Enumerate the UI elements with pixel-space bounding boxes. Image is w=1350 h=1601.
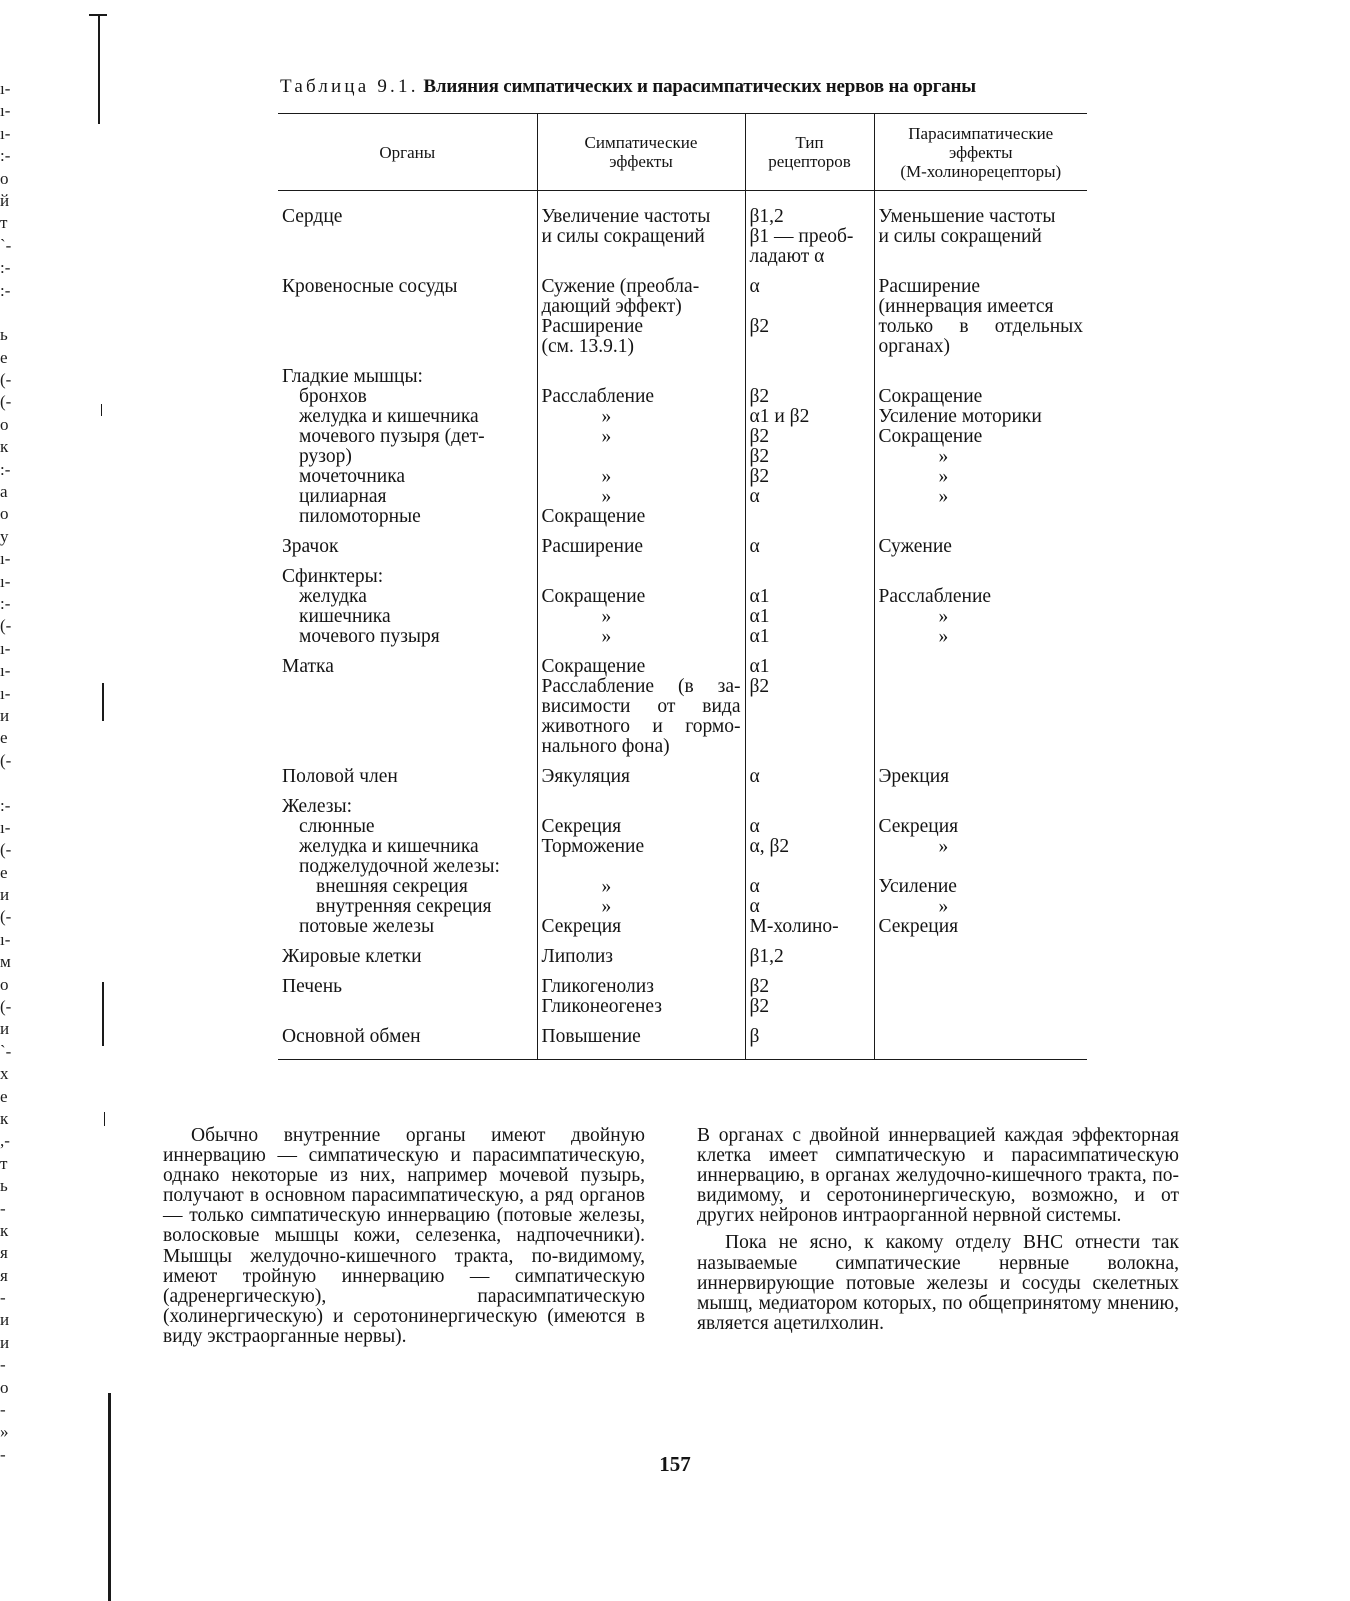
table-cell-gap xyxy=(745,557,874,567)
cell-parasympathetic xyxy=(874,947,1087,967)
cell-line: α xyxy=(749,766,760,787)
table-caption-label: Таблица 9.1. xyxy=(280,76,419,97)
margin-fragment: `- xyxy=(0,1041,12,1061)
cell-line: Печень xyxy=(282,976,343,997)
margin-fragment: (- xyxy=(0,840,12,860)
margin-fragment: :- xyxy=(0,280,11,300)
margin-fragment: » xyxy=(0,1422,9,1442)
cell-line: нального фона) xyxy=(541,736,670,757)
cell-line: Половой член xyxy=(282,766,398,787)
margin-fragment: т xyxy=(0,213,8,233)
table-body xyxy=(278,191,1087,1060)
cell-line: мочевого пузыря xyxy=(299,626,440,647)
cell-line: α xyxy=(749,876,760,897)
margin-fragment: ı- xyxy=(0,101,11,121)
margin-fragment: е xyxy=(0,1086,8,1106)
margin-fragment: :- xyxy=(0,593,11,613)
cell-line: α1 и β2 xyxy=(749,406,810,427)
cell-line: α xyxy=(749,536,760,557)
margin-mark xyxy=(101,404,102,416)
cell-line: α1 xyxy=(749,606,770,627)
body-paragraph: Пока не ясно, к какому отделу ВНС отнести так называемые симпатические нервные волокна, иннервирующие потовые железы и сосуды скелетных мышц, медиатором которых, по общепринятому мнению, является ацетилхолин. xyxy=(697,1232,1179,1334)
cell-organ xyxy=(278,207,537,267)
margin-fragment: (- xyxy=(0,750,12,770)
margin-fragment: - xyxy=(0,1288,6,1308)
cell-parasympathetic xyxy=(874,367,1087,527)
cell-line: Железы: xyxy=(282,796,352,817)
cell-line: » xyxy=(601,426,612,447)
cell-line: Сокращение xyxy=(878,426,983,447)
cell-line: β2 xyxy=(749,316,770,337)
cell-line: » xyxy=(601,896,612,917)
cell-line: Жировые клетки xyxy=(282,946,422,967)
table-row-gap xyxy=(278,647,1087,657)
cell-line: » xyxy=(938,626,949,647)
cell-line: » xyxy=(938,836,949,857)
margin-fragment: ı- xyxy=(0,929,11,949)
cell-line: Расслабление xyxy=(541,386,655,407)
cell-line: » xyxy=(601,606,612,627)
cell-line xyxy=(542,857,741,877)
cell-sympathetic xyxy=(537,207,745,267)
cell-receptor xyxy=(745,537,874,557)
cell-sympathetic xyxy=(537,977,745,1017)
cell-line: Расслабление xyxy=(878,586,992,607)
cell-line: Сокращение xyxy=(541,506,646,527)
margin-fragment: ı- xyxy=(0,661,11,681)
cell-line: β2 xyxy=(749,466,770,487)
cell-line: Секреция xyxy=(878,816,959,837)
margin-fragment: - xyxy=(0,1198,6,1218)
table-row xyxy=(278,657,1087,757)
cell-line: Зрачок xyxy=(282,536,339,557)
cell-receptor xyxy=(745,657,874,757)
cell-line: желудка xyxy=(299,586,367,607)
table-row xyxy=(278,567,1087,647)
margin-fragment: - xyxy=(0,1355,6,1375)
table-cell-gap xyxy=(874,787,1087,797)
cell-line: дающий эффект) xyxy=(541,296,682,317)
cell-line: β1 — преоб- xyxy=(749,226,854,247)
cell-line: Секреция xyxy=(541,916,622,937)
cell-line: (см. 13.9.1) xyxy=(541,336,634,357)
header-line: Парасимпатические xyxy=(908,123,1054,143)
cell-line: β xyxy=(749,1026,760,1047)
cell-line: (иннервация имеется xyxy=(878,296,1054,317)
table-row xyxy=(278,537,1087,557)
margin-fragment: ,- xyxy=(0,1131,10,1151)
margin-fragment: и xyxy=(0,1310,10,1330)
table-cell-gap xyxy=(537,787,745,797)
cell-line: животного и гормо- xyxy=(541,716,741,737)
cell-line: цилиарная xyxy=(299,486,387,507)
cell-receptor xyxy=(745,567,874,647)
cell-parasympathetic xyxy=(874,537,1087,557)
cell-line: Уменьшение частоты xyxy=(878,206,1056,227)
table-cell-gap xyxy=(874,557,1087,567)
cell-line: α1 xyxy=(749,626,770,647)
cell-parasympathetic xyxy=(874,207,1087,267)
cell-sympathetic xyxy=(537,537,745,557)
table-row xyxy=(278,207,1087,267)
margin-fragment: к xyxy=(0,1220,9,1240)
margin-fragment: ı- xyxy=(0,571,11,591)
margin-fragment: - xyxy=(0,1400,6,1420)
cell-line: Секреция xyxy=(541,816,622,837)
margin-fragment: и xyxy=(0,885,10,905)
cell-organ xyxy=(278,767,537,787)
margin-fragment: ı- xyxy=(0,123,11,143)
cell-line: внешняя секреция xyxy=(316,876,468,897)
cell-parasympathetic xyxy=(874,567,1087,647)
margin-fragment: и xyxy=(0,1332,10,1352)
cell-line: β1,2 xyxy=(749,206,784,227)
cell-receptor xyxy=(745,977,874,1017)
table-cell-gap xyxy=(745,267,874,277)
table-row xyxy=(278,947,1087,967)
cell-sympathetic xyxy=(537,797,745,937)
margin-fragment: ı- xyxy=(0,683,11,703)
cell-line: » xyxy=(938,896,949,917)
cell-sympathetic xyxy=(537,947,745,967)
margin-fragment: `- xyxy=(0,235,12,255)
table-cell-gap xyxy=(874,1017,1087,1027)
margin-fragment: и xyxy=(0,705,10,725)
cell-line xyxy=(542,447,741,467)
cell-line: Расширение xyxy=(878,276,981,297)
header-line: эффекты xyxy=(609,152,673,171)
header-line: (М-холинорецепторы) xyxy=(900,161,1062,181)
table-row-gap xyxy=(278,757,1087,767)
cell-organ xyxy=(278,657,537,757)
header-line: Тип xyxy=(795,133,824,152)
cell-line: β2 xyxy=(749,386,770,407)
cell-line: Усиление моторики xyxy=(878,406,1042,427)
cell-line xyxy=(542,567,741,587)
table-row-gap xyxy=(278,967,1087,977)
cell-line: α1 xyxy=(749,656,770,677)
margin-fragment: о xyxy=(0,974,9,994)
cell-line: β2 xyxy=(749,976,770,997)
cell-line: » xyxy=(938,606,949,627)
table-row-gap xyxy=(278,787,1087,797)
margin-fragment: о xyxy=(0,414,9,434)
cell-sympathetic xyxy=(537,657,745,757)
margin-rule xyxy=(102,683,104,721)
cell-line: β2 xyxy=(749,996,770,1017)
cell-line: Липолиз xyxy=(541,946,613,967)
cell-line: β2 xyxy=(749,446,770,467)
cell-line xyxy=(750,857,870,877)
cell-line: » xyxy=(601,626,612,647)
cell-line: и силы сокращений xyxy=(541,226,705,247)
cell-line: » xyxy=(601,486,612,507)
body-text-left-column xyxy=(163,1126,645,1347)
cell-line xyxy=(750,797,870,817)
margin-fragment: у xyxy=(0,526,9,546)
cell-line: α xyxy=(749,276,760,297)
margin-fragment: ь xyxy=(0,1176,8,1196)
margin-fragment: (- xyxy=(0,997,12,1017)
cell-line: Сокращение xyxy=(541,586,646,607)
cell-parasympathetic xyxy=(874,977,1087,1017)
cell-line: мочеточника xyxy=(299,466,406,487)
margin-fragment: (- xyxy=(0,370,12,390)
table-cell-gap xyxy=(537,557,745,567)
cell-parasympathetic xyxy=(874,277,1087,357)
cell-parasympathetic xyxy=(874,797,1087,937)
table-cell-gap xyxy=(745,357,874,367)
table-row-gap xyxy=(278,527,1087,537)
margin-fragment: - xyxy=(0,1444,6,1464)
cell-organ xyxy=(278,567,537,647)
margin-fragment: е xyxy=(0,728,8,748)
table-row-spacer xyxy=(278,191,1087,208)
cell-line: » xyxy=(938,446,949,467)
cell-line: и силы сокращений xyxy=(878,226,1042,247)
cell-line: желудка и кишечника xyxy=(299,836,479,857)
cell-line: Увеличение частоты xyxy=(541,206,711,227)
cell-organ xyxy=(278,1027,537,1060)
cell-line xyxy=(750,367,870,387)
margin-rule-bottom xyxy=(108,1393,111,1601)
cell-line xyxy=(879,567,1084,587)
margin-fragment: о xyxy=(0,1377,9,1397)
cell-line xyxy=(542,797,741,817)
table-cell-gap xyxy=(537,357,745,367)
margin-fragment: ı- xyxy=(0,79,11,98)
cell-line xyxy=(750,297,870,317)
table-cell-gap xyxy=(874,357,1087,367)
margin-fragment: :- xyxy=(0,459,11,479)
cell-line: Кровеносные сосуды xyxy=(282,276,458,297)
cell-line: » xyxy=(601,406,612,427)
cell-line: α xyxy=(749,896,760,917)
cell-sympathetic xyxy=(537,367,745,527)
cell-receptor xyxy=(745,947,874,967)
cell-line xyxy=(879,857,1084,877)
cell-line: β1,2 xyxy=(749,946,784,967)
margin-fragment: ı- xyxy=(0,817,11,837)
table-row xyxy=(278,977,1087,1017)
cell-line: висимости от вида xyxy=(541,696,741,717)
margin-fragment: я xyxy=(0,1243,8,1263)
cell-organ xyxy=(278,947,537,967)
table-cell-gap xyxy=(745,1017,874,1027)
header-sympathetic xyxy=(537,114,745,191)
table-caption xyxy=(280,76,1100,98)
cell-receptor xyxy=(745,797,874,937)
cell-line: β2 xyxy=(749,426,770,447)
margin-fragment: :- xyxy=(0,146,11,166)
margin-fragment: е xyxy=(0,862,8,882)
table-cell-spacer xyxy=(278,191,537,208)
effects-table xyxy=(278,113,1087,1060)
cell-line: » xyxy=(601,876,612,897)
table-caption-title: Влияния симпатических и парасимпатических нервов на органы xyxy=(423,76,976,97)
cell-line: Сужение xyxy=(878,536,952,557)
cell-line: Эрекция xyxy=(878,766,950,787)
table-cell-spacer xyxy=(537,191,745,208)
margin-fragment: (- xyxy=(0,616,12,636)
cell-line: поджелудочной железы: xyxy=(299,856,500,877)
margin-fragment: :- xyxy=(0,795,11,815)
cell-line: Расслабление (в за- xyxy=(541,676,741,697)
cell-parasympathetic xyxy=(874,1027,1087,1060)
margin-fragment: (- xyxy=(0,907,12,927)
cell-line: Гликонеогенез xyxy=(541,996,662,1017)
cell-line: Секреция xyxy=(878,916,959,937)
cell-line: мочевого пузыря (дет- xyxy=(299,426,485,447)
cell-line: α, β2 xyxy=(749,836,790,857)
cell-line: β2 xyxy=(749,676,770,697)
cell-receptor xyxy=(745,207,874,267)
cell-line: М-холино- xyxy=(749,916,839,937)
cell-line: потовые железы xyxy=(299,916,435,937)
cell-line: Сокращение xyxy=(878,386,983,407)
effects-table-container xyxy=(278,113,1087,1060)
cell-sympathetic xyxy=(537,767,745,787)
cell-receptor xyxy=(745,1027,874,1060)
table-cell-gap xyxy=(745,757,874,767)
table-header-row xyxy=(278,114,1087,191)
table-row xyxy=(278,797,1087,937)
cell-line: органах) xyxy=(878,336,950,357)
cell-line xyxy=(879,367,1084,387)
cell-line: α1 xyxy=(749,586,770,607)
margin-fragment: и xyxy=(0,1019,10,1039)
cell-line: Сокращение xyxy=(541,656,646,677)
cell-line: Основной обмен xyxy=(282,1026,421,1047)
margin-fragment: т xyxy=(0,1153,8,1173)
table-row xyxy=(278,767,1087,787)
margin-fragment: а xyxy=(0,482,8,502)
margin-fragment: :- xyxy=(0,258,11,278)
cell-receptor xyxy=(745,767,874,787)
header-organs-text: Органы xyxy=(379,142,436,162)
cell-parasympathetic xyxy=(874,657,1087,757)
header-parasympathetic xyxy=(874,114,1087,191)
table-row-gap xyxy=(278,557,1087,567)
header-line: рецепторов xyxy=(768,152,851,171)
table-row xyxy=(278,367,1087,527)
cell-line: » xyxy=(938,486,949,507)
page-number: 157 xyxy=(659,1452,691,1476)
margin-fragment: о xyxy=(0,168,9,188)
table-cell-gap xyxy=(874,647,1087,657)
cell-line: рузор) xyxy=(299,446,352,467)
margin-fragment xyxy=(0,772,26,794)
margin-fragment: ı- xyxy=(0,549,11,569)
cell-line: α xyxy=(749,486,760,507)
cell-organ xyxy=(278,797,537,937)
margin-fragment xyxy=(0,302,26,324)
cell-organ xyxy=(278,537,537,557)
cell-line: Усиление xyxy=(878,876,957,897)
cell-organ xyxy=(278,367,537,527)
margin-fragment: к xyxy=(0,437,9,457)
cell-line: Расширение xyxy=(541,536,644,557)
cell-line: Эякуляция xyxy=(541,766,630,787)
margin-fragment: я xyxy=(0,1265,8,1285)
table-cell-gap xyxy=(874,967,1087,977)
table-row xyxy=(278,277,1087,357)
cell-line: » xyxy=(601,466,612,487)
table-cell-gap xyxy=(745,527,874,537)
cell-sympathetic xyxy=(537,567,745,647)
cell-receptor xyxy=(745,277,874,357)
table-cell-spacer xyxy=(745,191,874,208)
cell-line: желудка и кишечника xyxy=(299,406,479,427)
cell-sympathetic xyxy=(537,277,745,357)
cell-line: Сфинктеры: xyxy=(282,566,384,587)
cell-sympathetic xyxy=(537,1027,745,1060)
cell-line: Сердце xyxy=(282,206,343,227)
cell-parasympathetic xyxy=(874,767,1087,787)
margin-fragment: к xyxy=(0,1108,9,1128)
cell-line: бронхов xyxy=(299,386,367,407)
body-paragraph: Обычно внутренние органы имеют двойную иннервацию — симпатическую и парасимпатическую, однако некоторые из них, например мочевой пузырь, получают в основном парасимпатическую, а ряд органов — только симпатическую иннервацию (потовые железы, волосковые мышцы кожи, селезенка, надпочечники). Мышцы желудочно-кишечного тракта, по-видимому, имеют тройную иннервацию — симпатическую (адренергическую), парасимпатическую (холинергическую) и серотонинергическую (имеются в виду экстраорганные нервы). xyxy=(163,1125,645,1347)
margin-mark xyxy=(104,1112,105,1126)
header-line: Симпатические xyxy=(584,133,698,152)
body-text-right-column xyxy=(697,1126,1179,1334)
margin-rule-top xyxy=(98,14,100,124)
table-cell-spacer xyxy=(874,191,1087,208)
cell-organ xyxy=(278,977,537,1017)
margin-fragment: (- xyxy=(0,392,12,412)
cell-line: пиломоторные xyxy=(299,506,421,527)
table-row xyxy=(278,1027,1087,1060)
table-cell-gap xyxy=(745,787,874,797)
margin-fragment: м xyxy=(0,952,11,972)
cell-line xyxy=(879,797,1084,817)
cell-receptor xyxy=(745,367,874,527)
cell-line xyxy=(542,367,741,387)
cell-line: Матка xyxy=(282,656,334,677)
margin-rule xyxy=(102,982,104,1046)
margin-fragment: е xyxy=(0,347,8,367)
cell-line: Торможение xyxy=(541,836,645,857)
cell-line: только в отдельных xyxy=(878,316,1083,337)
header-line: эффекты xyxy=(948,142,1013,162)
cell-line: ладают α xyxy=(749,246,825,267)
cell-line: Гладкие мышцы: xyxy=(282,366,423,387)
margin-fragment: й xyxy=(0,190,10,210)
cell-line: внутренняя секреция xyxy=(316,896,492,917)
margin-rule-top-cap xyxy=(89,14,107,16)
cell-line xyxy=(750,567,870,587)
cell-line: » xyxy=(938,466,949,487)
margin-fragment: х xyxy=(0,1064,9,1084)
cell-line: Гликогенолиз xyxy=(541,976,654,997)
body-paragraph: В органах с двойной иннервацией каждая эффекторная клетка имеет симпатическую и парасимпатическую иннервацию, в органах желудочно-кишечного тракта, по-видимому, и серотонинергическую, возможно, и от других нейронов интраорганной нервной системы. xyxy=(697,1125,1179,1227)
cell-line: кишечника xyxy=(299,606,391,627)
cell-line: α xyxy=(749,816,760,837)
cell-line: слюнные xyxy=(299,816,375,837)
header-organs xyxy=(278,114,537,191)
cell-line: Расширение xyxy=(541,316,644,337)
margin-fragments xyxy=(0,78,26,1466)
cell-organ xyxy=(278,277,537,357)
margin-fragment: о xyxy=(0,504,9,524)
header-receptor xyxy=(745,114,874,191)
table-cell-gap xyxy=(874,937,1087,947)
margin-fragment: ı- xyxy=(0,638,11,658)
cell-line: Сужение (преобла- xyxy=(541,276,700,297)
cell-line: Повышение xyxy=(541,1026,641,1047)
margin-fragment: ь xyxy=(0,325,8,345)
